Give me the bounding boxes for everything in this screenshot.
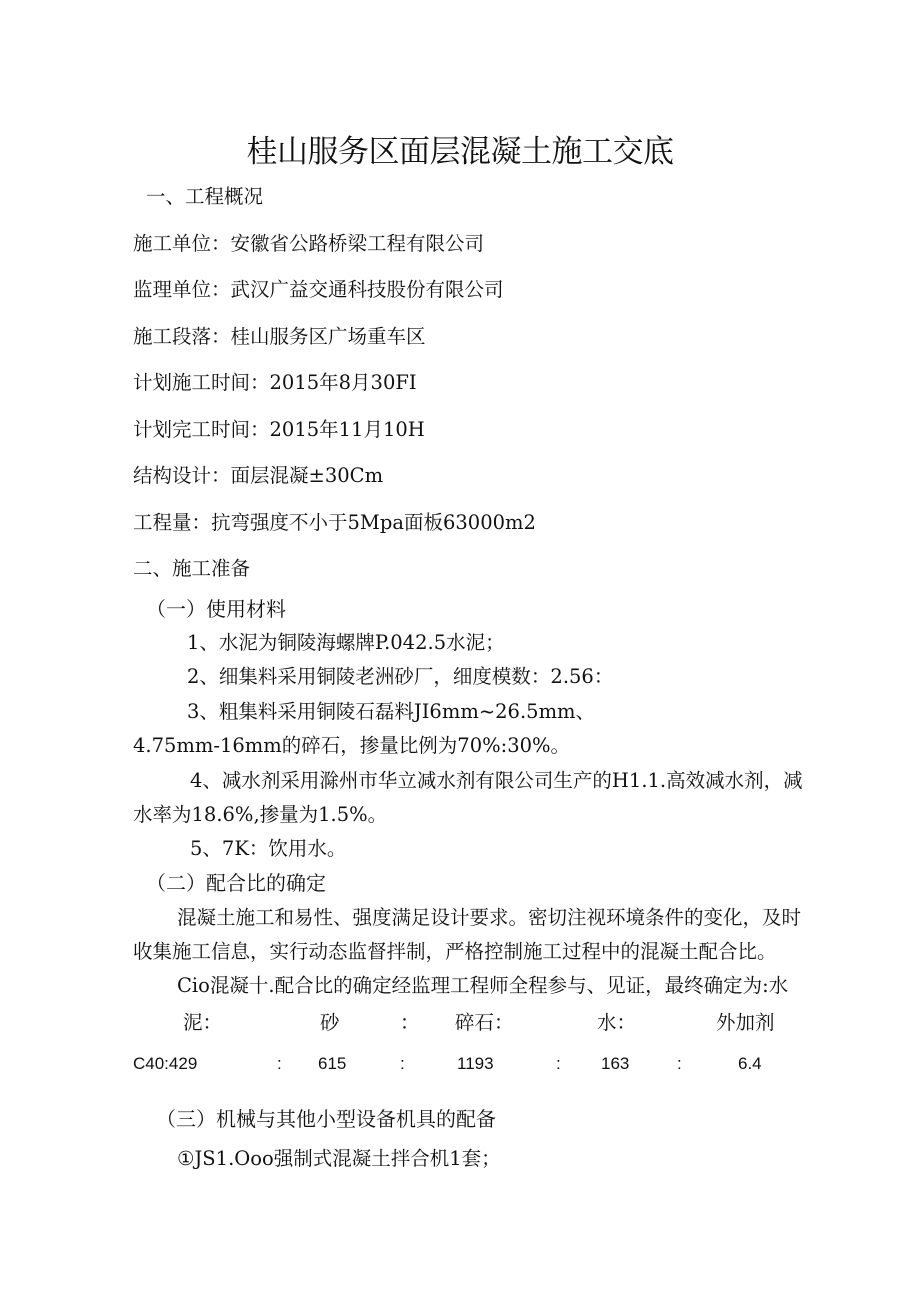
material-item-cement: 1、水泥为铜陵海螺牌P.042.5水泥； (187, 631, 505, 654)
ratio-value-cement: C40:429 (133, 1054, 198, 1073)
ratio-separator: : (556, 1054, 561, 1073)
planned-finish-date: 计划完工时间：2015年11月10H (133, 418, 425, 441)
structural-design: 结构设计：面层混凝±30Cm (133, 464, 384, 487)
material-item-coarse-aggregate: 3、粗集料采用铜陵石磊料JI6mm~26.5mm、 (187, 700, 596, 723)
ratio-value-gravel: 1193 (457, 1054, 494, 1073)
section-heading-preparation: 二、施工准备 (133, 557, 251, 580)
ratio-head-admixture: 外加剂 (716, 1011, 775, 1034)
ratio-head-separator: ： (400, 1011, 420, 1034)
construction-unit: 施工单位：安徽省公路桥梁工程有限公司 (133, 232, 485, 255)
mix-paragraph-line-3: Cio混凝十.配合比的确定经监理工程师全程参与、见证，最终确定为:水 (177, 974, 789, 997)
ratio-value-sand: 615 (318, 1054, 347, 1073)
equipment-item-mixer: ①JS1.Ooo强制式混凝土拌合机1套； (177, 1147, 501, 1170)
section-heading-overview: 一、工程概况 (146, 185, 264, 208)
construction-section: 施工段落：桂山服务区广场重车区 (133, 325, 426, 348)
material-item-coarse-aggregate-cont: 4.75mm-16mm的碎石，掺量比例为70%:30%。 (133, 734, 571, 757)
material-item-admixture-cont: 水率为18.6%,掺量为1.5%。 (133, 803, 388, 826)
material-item-admixture: 4、减水剂采用滁州市华立减水剂有限公司生产的H1.1.高效减水剂，减 (190, 769, 803, 792)
page-title: 桂山服务区面层混凝土施工交底 (246, 134, 674, 170)
subheading-mix-ratio: （二）配合比的确定 (146, 871, 326, 895)
mix-paragraph-line-2: 收集施工信息，实行动态监督拌制，严格控制施工过程中的混凝土配合比。 (133, 940, 777, 963)
ratio-value-admixture: 6.4 (738, 1054, 762, 1073)
ratio-head-water: 水： (597, 1011, 637, 1034)
ratio-head-cement: 泥： (183, 1011, 223, 1034)
supervision-unit: 监理单位：武汉广益交通科技股份有限公司 (133, 278, 504, 301)
subheading-materials: （一）使用材料 (146, 597, 286, 621)
planned-start-date: 计划施工时间：2015年8月30FI (133, 371, 417, 394)
subheading-equipment: （三）机械与其他小型设备机具的配备 (156, 1107, 496, 1131)
ratio-separator: : (277, 1054, 282, 1073)
ratio-head-sand: 砂 (320, 1011, 340, 1034)
material-item-water: 5、7K：饮用水。 (190, 837, 347, 860)
work-quantity: 工程量：抗弯强度不小于5Mpa面板63000m2 (133, 511, 536, 534)
material-item-fine-aggregate: 2、细集料采用铜陵老洲砂厂，细度模数：2.56： (187, 665, 614, 688)
ratio-separator: : (400, 1054, 405, 1073)
mix-paragraph-line-1: 混凝土施工和易性、强度满足设计要求。密切注视环境条件的变化，及时 (177, 906, 802, 929)
ratio-value-water: 163 (601, 1054, 630, 1073)
ratio-separator: : (677, 1054, 682, 1073)
ratio-head-gravel: 碎石： (455, 1011, 514, 1034)
